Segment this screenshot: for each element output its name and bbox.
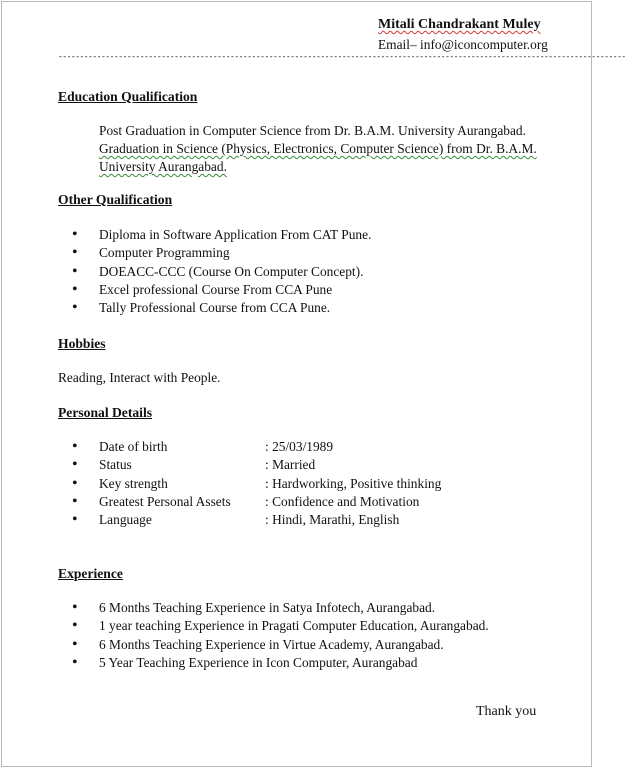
strength-value: : Hardworking, Positive thinking: [265, 475, 442, 491]
strength-label: Key strength: [99, 475, 168, 491]
personal-row-language: [72, 511, 441, 529]
personal-details-heading: Personal Details: [58, 405, 153, 420]
closing-thanks: Thank you: [476, 704, 537, 719]
list-item: • 6 Months Teaching Experience in Satya Infotech, Aurangabad.: [72, 599, 489, 617]
list-item: • Computer Programming: [72, 244, 371, 262]
list-item: • Diploma in Software Application From CAT Pune.: [72, 226, 371, 244]
dob-label: Date of birth: [99, 439, 168, 454]
list-item: • DOEACC-CCC (Course On Computer Concept).: [72, 263, 371, 281]
header-separator: ------------------------------------------------------------------------------------------------------------------------------------: [58, 53, 626, 62]
personal-row-dob: [72, 438, 441, 456]
education-heading: Education Qualification: [58, 89, 198, 104]
email-line: Email– info@iconcomputer.org: [378, 37, 548, 52]
list-item: • 6 Months Teaching Experience in Virtue Academy, Aurangabad.: [72, 636, 489, 654]
personal-details-list: [72, 438, 441, 529]
list-item: • 1 year teaching Experience in Pragati Computer Education, Aurangabad.: [72, 617, 489, 635]
assets-label: Greatest Personal Assets: [99, 493, 231, 509]
experience-heading: Experience: [58, 566, 123, 581]
experience-list: [72, 599, 489, 672]
personal-row-status: [72, 456, 441, 474]
list-item: • Excel professional Course From CCA Pune: [72, 281, 371, 299]
education-line-1: Post Graduation in Computer Science from Dr. B.A.M. University Aurangabad.: [99, 123, 526, 138]
other-qualification-list: [72, 226, 371, 317]
hobbies-heading: Hobbies: [58, 336, 106, 351]
language-label: Language: [99, 512, 152, 528]
other-qualification-heading: Other Qualification: [58, 192, 173, 207]
personal-row-assets: [72, 493, 441, 511]
education-text: [99, 122, 537, 176]
candidate-name: Mitali Chandrakant Muley: [378, 17, 541, 32]
status-label: Status: [99, 457, 132, 473]
dob-value: : 25/03/1989: [265, 439, 334, 454]
assets-value: : Confidence and Motivation: [265, 493, 420, 509]
list-item: • 5 Year Teaching Experience in Icon Computer, Aurangabad: [72, 654, 489, 672]
list-item: • Tally Professional Course from CCA Pune.: [72, 299, 371, 317]
personal-row-strength: [72, 475, 441, 493]
hobbies-text: Reading, Interact with People.: [58, 370, 221, 385]
education-line-2: Graduation in Science (Physics, Electronics, Computer Science) from Dr. B.A.M.: [99, 141, 537, 156]
status-value: : Married: [265, 457, 316, 473]
education-line-3: University Aurangabad.: [99, 159, 227, 174]
language-value: : Hindi, Marathi, English: [265, 512, 400, 528]
